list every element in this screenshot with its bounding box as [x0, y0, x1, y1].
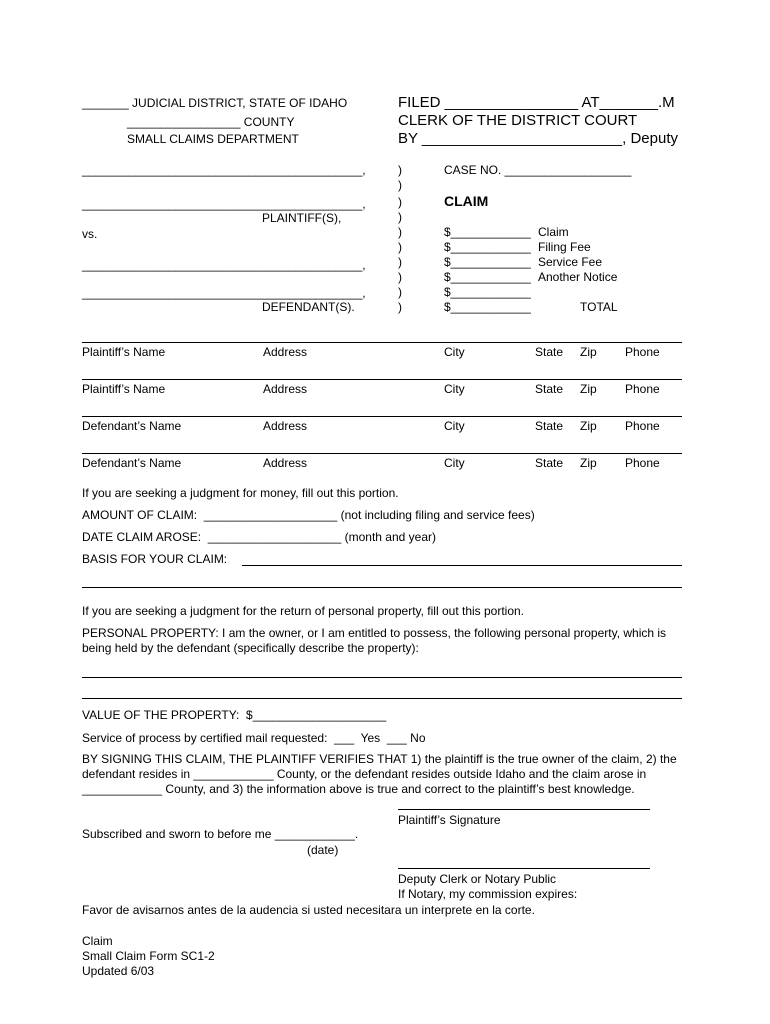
basis-label: BASIS FOR YOUR CLAIM: [82, 552, 228, 566]
deputy-clerk-label: Deputy Clerk or Notary Public [398, 872, 557, 886]
county-line: _________________ COUNTY [127, 115, 295, 129]
date-label: (date) [307, 843, 339, 857]
fee-blank: $____________ [444, 300, 531, 314]
party-address: Address [263, 382, 308, 396]
party-state: State [535, 419, 564, 433]
fee-label-notice: Another Notice [538, 270, 618, 284]
footer-updated: Updated 6/03 [82, 964, 155, 978]
by-deputy-line: BY ________________________, Deputy [398, 130, 678, 147]
plaintiffs-label: PLAINTIFF(S), [262, 211, 342, 225]
party-state: State [535, 345, 564, 359]
fee-label-total: TOTAL [580, 300, 618, 314]
filed-line: FILED ________________ AT_______.M [398, 94, 675, 111]
case-number-field: CASE NO. ___________________ [444, 163, 632, 177]
amount-of-claim-line: AMOUNT OF CLAIM: ____________________ (not including filing and service fees) [82, 508, 535, 522]
party-address: Address [263, 456, 308, 470]
defendant-blank-2: __________________________________________, [82, 286, 366, 300]
fee-label-service: Service Fee [538, 255, 603, 269]
footer-form-name: Claim [82, 934, 113, 948]
party-phone: Phone [625, 456, 660, 470]
party-zip: Zip [580, 345, 597, 359]
plaintiff-blank-2: __________________________________________, [82, 197, 366, 211]
paren: ) [398, 255, 402, 269]
party-city: City [444, 419, 465, 433]
row-line [82, 453, 682, 454]
paren: ) [398, 285, 402, 299]
property-blank-line [82, 677, 682, 678]
party-phone: Phone [625, 382, 660, 396]
fee-blank: $____________ [444, 285, 531, 299]
paren: ) [398, 163, 402, 177]
party-zip: Zip [580, 419, 597, 433]
interpreter-note: Favor de avisarnos antes de la audencia si usted necesitara un interprete en la corte. [82, 903, 535, 917]
paren: ) [398, 225, 402, 239]
party-zip: Zip [580, 456, 597, 470]
claim-title: CLAIM [444, 193, 489, 209]
fee-blank: $____________ [444, 255, 531, 269]
row-line [82, 342, 682, 343]
paren: ) [398, 210, 402, 224]
date-claim-arose-line: DATE CLAIM AROSE: ____________________ (month and year) [82, 530, 436, 544]
property-intro: If you are seeking a judgment for the return of personal property, fill out this portion. [82, 604, 525, 618]
paren: ) [398, 240, 402, 254]
party-state: State [535, 456, 564, 470]
fee-label-filing: Filing Fee [538, 240, 591, 254]
subscribed-sworn-line: Subscribed and sworn to before me ____________. [82, 827, 359, 841]
clerk-signature-line [398, 868, 650, 869]
row-line [82, 379, 682, 380]
service-certified-mail-line: Service of process by certified mail requested: ___ Yes ___ No [82, 731, 426, 745]
party-phone: Phone [625, 419, 660, 433]
footer-form-number: Small Claim Form SC1-2 [82, 949, 215, 963]
fee-label-claim: Claim [538, 225, 569, 239]
party-name: Plaintiff’s Name [82, 382, 166, 396]
basis-blank-line [242, 565, 682, 566]
clerk-line: CLERK OF THE DISTRICT COURT [398, 112, 638, 129]
party-state: State [535, 382, 564, 396]
paren: ) [398, 270, 402, 284]
party-name: Plaintiff’s Name [82, 345, 166, 359]
property-blank-line [82, 698, 682, 699]
personal-property-statement: PERSONAL PROPERTY: I am the owner, or I am entitled to possess, the following personal property, which is being held by the defendant (specifically describe the property): [82, 626, 667, 655]
party-city: City [444, 345, 465, 359]
fee-blank: $____________ [444, 270, 531, 284]
paren: ) [398, 300, 402, 314]
defendants-label: DEFENDANT(S). [262, 300, 355, 314]
judicial-district-line: _______ JUDICIAL DISTRICT, STATE OF IDAHO [82, 96, 348, 110]
verification-statement: BY SIGNING THIS CLAIM, THE PLAINTIFF VERIFIES THAT 1) the plaintiff is the true owner of the claim, 2) the defendant resides in ____________ County, or the defendant resides outside Idaho and the claim arose in ____________ County, and 3) the information above is true and correct to the plaintiff’s best knowledge. [82, 752, 677, 796]
party-city: City [444, 456, 465, 470]
property-value-line: VALUE OF THE PROPERTY: $____________________ [82, 708, 387, 722]
plaintiff-signature-line [398, 809, 650, 810]
department-label: SMALL CLAIMS DEPARTMENT [127, 132, 299, 146]
plaintiff-blank-1: __________________________________________, [82, 163, 366, 177]
plaintiff-signature-label: Plaintiff’s Signature [398, 813, 501, 827]
party-name: Defendant’s Name [82, 419, 182, 433]
defendant-blank-1: __________________________________________, [82, 258, 366, 272]
row-line [82, 416, 682, 417]
party-address: Address [263, 419, 308, 433]
party-zip: Zip [580, 382, 597, 396]
basis-blank-line [82, 587, 682, 588]
paren: ) [398, 195, 402, 209]
party-address: Address [263, 345, 308, 359]
party-city: City [444, 382, 465, 396]
money-intro: If you are seeking a judgment for money, fill out this portion. [82, 486, 399, 500]
fee-blank: $____________ [444, 240, 531, 254]
party-phone: Phone [625, 345, 660, 359]
party-name: Defendant’s Name [82, 456, 182, 470]
paren: ) [398, 178, 402, 192]
fee-blank: $____________ [444, 225, 531, 239]
notary-commission-label: If Notary, my commission expires: [398, 887, 578, 901]
vs-label: vs. [82, 227, 98, 241]
